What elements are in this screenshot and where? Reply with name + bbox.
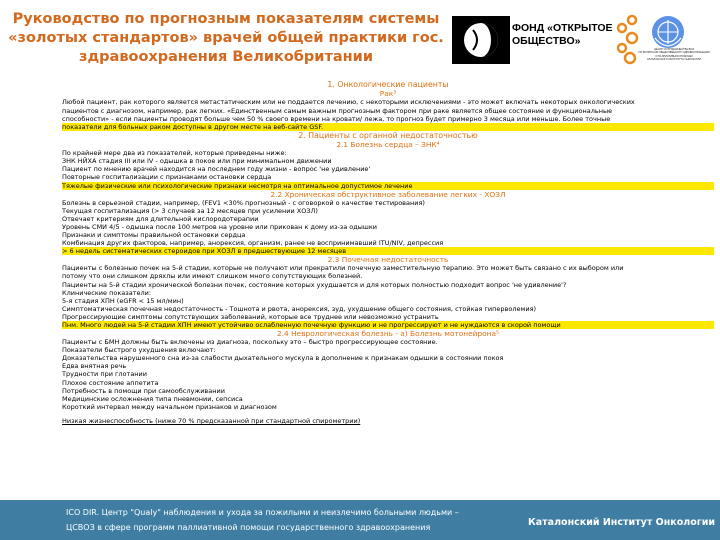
subheading-heart: 2.1 Болезнь сердца – ЗНК⁴ [336,140,440,150]
text-line: Отвечает критериям для длительной кислородотерапии [62,214,259,223]
text-line: ЗНК НЙХА стадия III или IV - одышка в покое или при минимальном движении [62,157,332,166]
page-title [6,10,446,67]
text-line: пациентов с диагнозом, например, рак легких. «Единственным самым важным прогнозным фактором при раке является общее состояние и функциональные [62,106,613,115]
text-line: Текущая госпитализация (> 3 случаев за 12 месяцев при усилении ХОЗЛ) [62,206,318,215]
text-line: способности» - если пациенты проводят больше чем 50 % своего времени на кровати/ лежа, то прогноз будет примерно 3 месяца или меньше. Более точные [62,114,611,123]
guideline-content [62,80,714,498]
text-line: Признаки и симптомы правильной остановки сердца [62,231,246,240]
text-line: Пациенты на 5-й стадии хронической болезни почек, состояние которых ухудшается и для которых полностью подходит вопрос 'не удивление'? [62,280,567,289]
text-line: Тяжелые физические или психологические признаки несмотря на оптимальное допустимое лечение [62,182,714,190]
footer-organization: Каталонский Институт Онкологии [528,517,716,528]
who-caption-line: КАТАЛОНСКОГО ИНСТИТУТА ОНКОЛОГИИ [647,58,701,62]
subheading-copd: 2.2 Хроническая обструктивное заболевание легких - ХОЗЛ [270,189,506,199]
footer-line: ЦСВОЗ в сфере программ паллиативной помощи государственного здравоохранения [66,523,431,532]
text-line: потому что они слишком дряхлы или имеют слишком много сопутствующих болезней. [62,272,363,281]
section-heading-oncology: 1. Онкологические пациенты [327,80,449,89]
text-line: Уровень СМИ 4/5 - одышка после 100 метров на уровне или прикован к дому из-за одышки [62,222,377,231]
text-line: Плохое состояние аппетита [62,378,159,387]
text-line: Едва внятная речь [62,362,127,371]
text-line: Клинические показатели: [62,288,152,297]
text-line: Доказательства нарушенного сна из-за слабости дыхательного мускула в дополнение к признакам одышки в состоянии покоя [62,354,504,363]
text-line: По крайней мере два из показателей, которые приведены ниже: [62,149,287,158]
text-line: Симптоматическая почечная недостаточность - Тошнота и рвота, анорексия, зуд, ухудшение общего состояния, стойкая гиперволемия) [62,304,537,313]
who-emblem-icon [650,14,686,50]
text-line: Комбинация других факторов, например, анорексия, организм, ранее не воспринимавший ITU/NIV, депрессия [62,239,444,248]
title-line: Руководство по прогнозным показателям системы [12,11,440,27]
text-line: показатели для больных раком доступны в другом месте на веб-сайте GSF. [62,123,714,131]
text-line: Пациент по мнению врачей находится на последнем году жизни - вопрос 'не удивление' [62,165,371,174]
who-caption [632,48,716,62]
text-line: Показатели быстрого ухудшения включают: [62,346,216,355]
text-line: Медицинские осложнения типа пневмонии, сепсиса [62,394,243,403]
text-line: Пациенты с БМН должны быть включены из диагноза, поскольку это – быстро прогрессирующее состояние. [62,338,438,347]
text-line: Любой пациент, рак которого является метастатическим или не поддается лечению, с некоторыми исключениями - это может включать некоторых онкологических [62,98,635,107]
open-society-logo-icon [452,16,510,64]
text-line: Низкая жизнеспособность (ниже 70 % предсказанной при стандартной спирометрии) [62,416,361,425]
text-line: Короткий интервал между начальном признаков и диагнозом [62,402,277,411]
footer-bar [0,500,720,540]
section-heading-organ-failure: 2. Пациенты с органной недостаточностью [298,130,478,140]
subheading-kidney: 2.3 Почечная недостаточность [327,255,449,265]
text-line: > 6 недель систематических стероидов при ХОЗЛ в предшествующие 12 месяцев [62,247,714,255]
footer-line: ICO DIR. Центр "Qualy" наблюдения и ухода за пожилыми и неизлечимо больными людьми – [66,508,459,517]
fund-name-line: ОБЩЕСТВО» [512,35,581,47]
title-line: здравоохранения Великобритании [79,49,373,65]
text-line: Пациенты с болезнью почек на 5-й стадии, которые не получают или прекратили почечную заместительную терапию. Это может быть связано с их выбором или [62,264,624,273]
title-line: «золотых стандартов» врачей общей практики гос. [8,30,444,46]
text-line: 5-я стадия ХПН (eGFR < 15 мл/мин) [62,296,184,305]
text-line: Болезнь в серьезной стадии, например, (FEV1 <30% прогнозный - с оговоркой о качестве тестирования) [62,198,425,207]
text-line: Трудности при глотании [62,370,147,379]
text-line: Пнм. Много людей на 5-й стадии ХПН имеют устойчиво ослабленную почечную функцию и не прогрессируют и не нуждаются в скорой помощи [62,321,714,329]
fund-name-line: ФОНД «ОТКРЫТОЕ [512,22,613,34]
subheading-neuro: 2.4 Неврологическая болезнь - а) Болезнь мотонейрона⁵ [276,329,500,339]
subheading-cancer: Рак³ [379,89,397,99]
who-caption-line: ЦЕНТР СОТРУДНИЧЕСТВА ВОЗ [654,48,694,51]
text-line: Потребность в помощи при самообслуживании [62,386,225,395]
who-caption-line: ПО ВОПРОСАМ ОБЩЕСТВЕННОГО ЗДРАВООХРАНЕНИЯ [638,51,710,55]
who-caption-line: И ПАЛЛИАТИВНОЙ ПОМОЩИ [655,54,693,58]
text-line: Прогрессирующие симптомы сопутствующих заболеваний, которые все труднее или невозможно устранить [62,312,439,321]
fund-name [512,22,613,48]
text-line: Повторные госпитализации с признаками остановки сердца [62,173,272,182]
